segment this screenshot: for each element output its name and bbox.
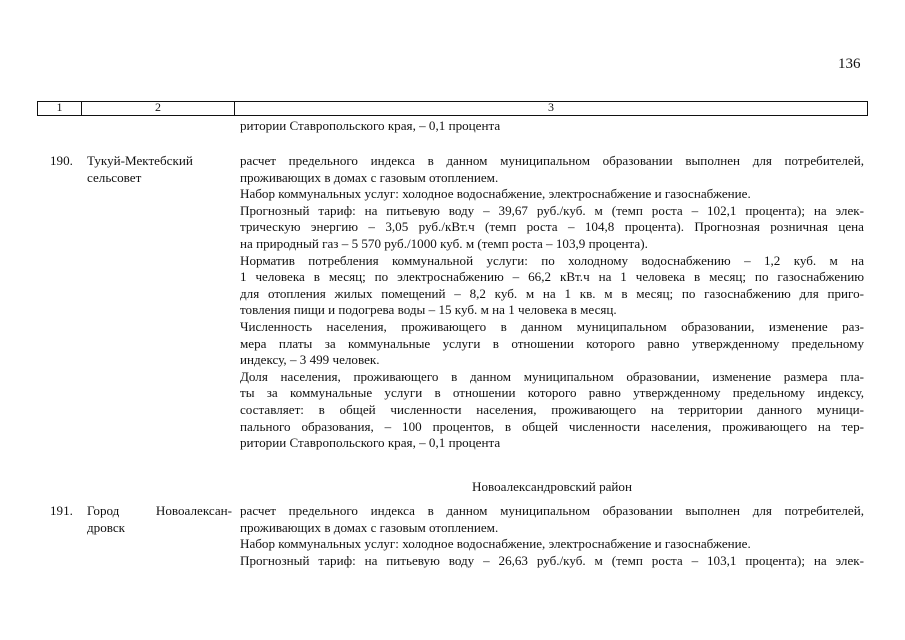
text-line: пального образования, – 100 процентов, в общей численности населения, проживающего на тер- xyxy=(240,418,864,434)
header-col-1: 1 xyxy=(38,102,82,115)
name-line: сельсовет xyxy=(87,169,142,185)
continuation-text xyxy=(240,118,864,135)
text-line: Набор коммунальных услуг: холодное водоснабжение, электроснабжение и газоснабжение. xyxy=(240,536,751,552)
text-line: Доля населения, проживающего в данном муниципальном образовании, изменение размера пла- xyxy=(240,368,864,384)
header-col-3: 3 xyxy=(548,100,554,114)
name-line: Тукуй-Мектебский xyxy=(87,153,193,168)
text-line: на природный газ – 5 570 руб./1000 куб. м (темп роста – 103,9 процента). xyxy=(240,235,648,251)
text-line: товления пищи и подогрева воды – 15 куб. м на 1 человека в месяц. xyxy=(240,302,617,318)
municipality-name xyxy=(87,503,232,536)
text-line: расчет предельного индекса в данном муниципальном образовании выполнен для потребителей, xyxy=(240,153,864,168)
header-col-2: 2 xyxy=(82,102,235,115)
entry-description xyxy=(240,503,864,569)
text-line: Численность населения, проживающего в данном муниципальном образовании, изменение раз- xyxy=(240,318,864,334)
municipality-name xyxy=(87,153,232,186)
text-line: Набор коммунальных услуг: холодное водоснабжение, электроснабжение и газоснабжение. xyxy=(240,186,751,202)
text-line: для отопления жилых помещений – 8,2 куб. м на 1 кв. м в месяц; по газоснабжению для приго- xyxy=(240,285,864,301)
text-line: Норматив потребления коммунальной услуги: по холодному водоснабжению – 1,2 куб. м на xyxy=(240,252,864,268)
entry-number: 191. xyxy=(50,503,73,518)
text-line: индексу, – 3 499 человек. xyxy=(240,352,380,368)
entry-number: 190. xyxy=(50,153,73,168)
text-line: 1 человека в месяц; по электроснабжению – 66,2 кВт.ч на 1 человека в месяц; по газоснабжению xyxy=(240,269,864,285)
text-line: проживающих в домах с газовым отоплением. xyxy=(240,169,499,185)
text-line: Прогнозный тариф: на питьевую воду – 26,63 руб./куб. м (темп роста – 103,1 процента); на элек- xyxy=(240,552,864,568)
text-line: проживающих в домах с газовым отоплением. xyxy=(240,519,499,535)
text-line: трическую энергию – 3,05 руб./кВт.ч (темп роста – 104,8 процента). Прогнозная розничная цена xyxy=(240,219,864,235)
entry-description xyxy=(240,153,864,452)
text-line: ритории Ставропольского края, – 0,1 процента xyxy=(240,435,501,451)
text-line: составляет: в общей численности населения, проживающего на территории данного муници- xyxy=(240,401,864,417)
section-title: Новоалександровский район xyxy=(472,479,632,494)
text-line: Прогнозный тариф: на питьевую воду – 39,67 руб./куб. м (темп роста – 102,1 процента); на элек- xyxy=(240,202,864,218)
text-line: расчет предельного индекса в данном муниципальном образовании выполнен для потребителей, xyxy=(240,503,864,518)
table-header-row xyxy=(37,101,868,116)
name-line: дровск xyxy=(87,519,126,535)
text-line: ты за коммунальные услуги в отношении которого равно утвержденному предельному индексу, xyxy=(240,385,864,401)
name-line: Город Новоалексан- xyxy=(87,503,232,518)
text-line: мера платы за коммунальные услуги в отношении которого равно утвержденному предельному xyxy=(240,335,864,351)
text-line: ритории Ставропольского края, – 0,1 процента xyxy=(240,118,501,133)
page-number: 136 xyxy=(838,56,861,72)
